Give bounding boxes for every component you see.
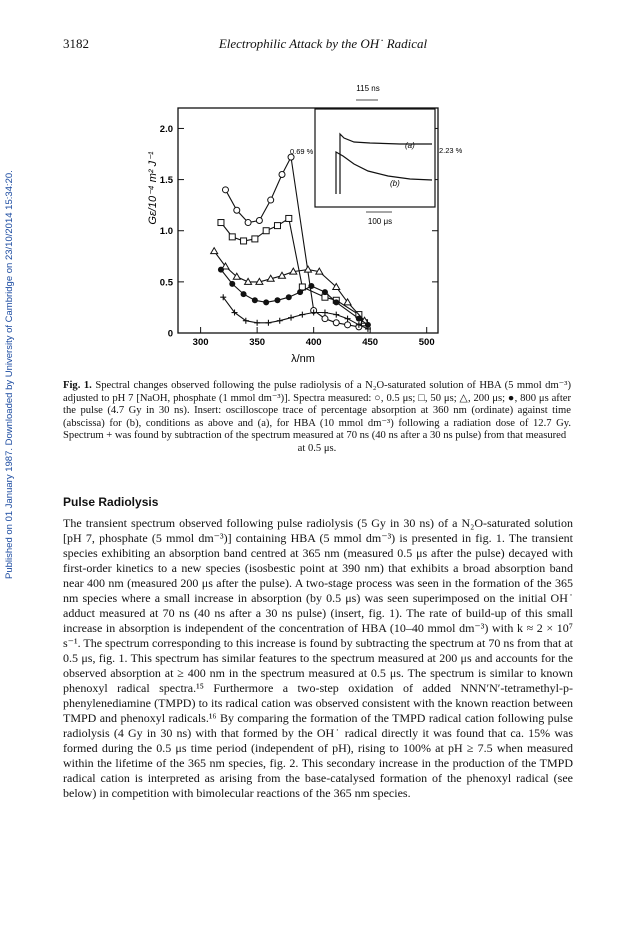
inset [290,84,463,226]
data-point [263,228,269,234]
data-point [254,320,260,326]
figure-caption [63,380,571,455]
data-point [256,218,262,224]
x-tick-label: 350 [249,337,266,348]
data-point [356,316,362,322]
figure-1-chart [140,78,480,368]
body-paragraph: The transient spectrum observed following pulse radiolysis (5 Gy in 30 ns) of a N₂O-saturated solution [pH 7, phosphate (5 mmol dm⁻³)] containing HBA (5 mmol dm⁻³) is presented in fig. 1. The transient species exhibiting an absorption band centred at 365 nm (measured 0.5 μs after the pulse) decayed with first-order kinetics to a new species (isosbestic point at 390 nm) that exhibits a broad absorption band near 400 nm (measured 200 μs after the pulse). A two-stage process was seen in the formation of the 365 nm species where a small increase in absorption (by 0.5 μs) was seen superimposed on the initial OH˙ adduct measured at 70 ns (40 ns after a 30 ns pulse) (insert, fig. 1). The rate of build-up of this small increase in absorption is independent of the concentration of HBA (10–40 mmol dm⁻³) with k ≈ 2 × 10⁷ s⁻¹. The spectrum corresponding to this increase is found by subtracting the spectrum at 70 ns from that at 0.5 μs, fig. 1. This spectrum has similar features to the spectrum measured at 200 μs and accounts for the observed absorption at ≥ 400 nm in the spectrum measured at 0.5 μs. The spectrum is similar to known phenoxyl radical spectra.¹⁵ Furthermore a two-step oxidation of added NNN′N′-tetramethyl-p-phenylenediamine (TMPD) to its radical cation was observed consistent with the known reaction between TMPD and phenoxyl radicals.¹⁶ By comparing the formation of the TMPD radical cation following pulse radiolysis (4 Gy in 30 ns) with that formed by the OH˙ radical directly it was found that ca. 15% was formed during the 0.5 μs time period (independent of pH), rising to 100% at pH ≥ 7.5 when measured within the lifetime of the 365 nm species, fig. 2. This secondary increase in the production of the TMPD radical cation is interpreted as arising from the base-catalysed formation of the phenoxyl radical (see below) in competition with bimolecular reactions of the 365 nm species. [63,516,573,800]
x-axis-label: λ/nm [291,353,315,365]
y-tick-label: 0 [167,328,173,340]
caption-label: Fig. 1. [63,380,92,391]
x-tick-label: 300 [192,337,209,348]
data-point [308,283,314,289]
data-point [322,294,328,300]
inset-label-a: (a) [405,141,415,150]
data-point [245,220,251,226]
data-point [345,322,351,328]
data-point [234,207,240,213]
data-point [222,187,228,193]
data-point [241,291,247,297]
caption-last-line: at 0.5 μs. [297,442,337,454]
data-point [263,299,269,305]
data-point [299,284,305,290]
data-point [279,171,285,177]
data-point [333,299,339,305]
data-point [241,238,247,244]
y-axis-label: Gε/10⁻⁴ m² J⁻¹ [147,151,159,225]
caption-text: Spectral changes observed following the pulse radiolysis of a N₂O-saturated solution of HBA (5 mmol dm⁻³) adjusted to pH 7 [NaOH, phosphate (1 mmol dm⁻³)]. Spectra measured: ○, 0.5 μs; □, 50 μs; △, 200 μs; ●, 800 μs after the pulse (4.7 Gy in 30 ns). Insert: oscilloscope trace of percentage absorption at 360 nm (ordinate) against time (abscissa) for (b), conditions as above and (a), for HBA (10 mmol dm⁻³) following a radiation dose of 12.7 Gy. Spectrum + was found by subtraction of the spectrum measured at 70 ns (40 ns after a 30 ns pulse) from that measured [63,380,571,441]
y-tick-label: 1.0 [159,226,173,238]
data-point [322,289,328,295]
page-header [63,36,583,56]
data-point [286,294,292,300]
data-point [274,223,280,229]
inset-label-b: (b) [390,179,400,188]
data-point [268,197,274,203]
data-point [345,316,351,322]
x-tick-label: 450 [362,337,379,348]
data-point [286,215,292,221]
data-point [277,318,283,324]
x-tick-label: 500 [418,337,435,348]
running-title: Electrophilic Attack by the OH˙ Radical [218,36,428,51]
section-heading: Pulse Radiolysis [63,495,159,509]
page-number: 3182 [63,36,89,51]
data-point [274,297,280,303]
data-point [211,248,218,254]
data-point [229,281,235,287]
data-point [333,320,339,326]
y-tick-label: 2.0 [159,123,173,135]
data-point [218,220,224,226]
inset-timing-bottom: 100 μs [367,217,393,226]
data-point [305,266,312,272]
x-tick-label: 400 [305,337,322,348]
data-point [252,236,258,242]
inset-timing-top: 115 ns [356,84,380,93]
data-point [288,315,294,321]
data-point [322,310,328,316]
inset-left-pct: 0.69 % [290,147,314,156]
y-tick-label: 1.5 [159,175,173,187]
data-point [297,289,303,295]
download-notice: Published on 01 January 1987. Downloaded by University of Cambridge on 23/10/2014 15:34:20. [4,170,15,580]
series-line [214,251,364,321]
inset-frame [315,109,435,207]
data-point [252,297,258,303]
data-point [299,312,305,318]
data-point [322,316,328,322]
data-point [333,312,339,318]
data-point [265,320,271,326]
data-point [229,234,235,240]
y-tick-label: 0.5 [159,277,173,289]
data-point [218,267,224,273]
inset-right-pct: 2.23 % [439,146,463,155]
